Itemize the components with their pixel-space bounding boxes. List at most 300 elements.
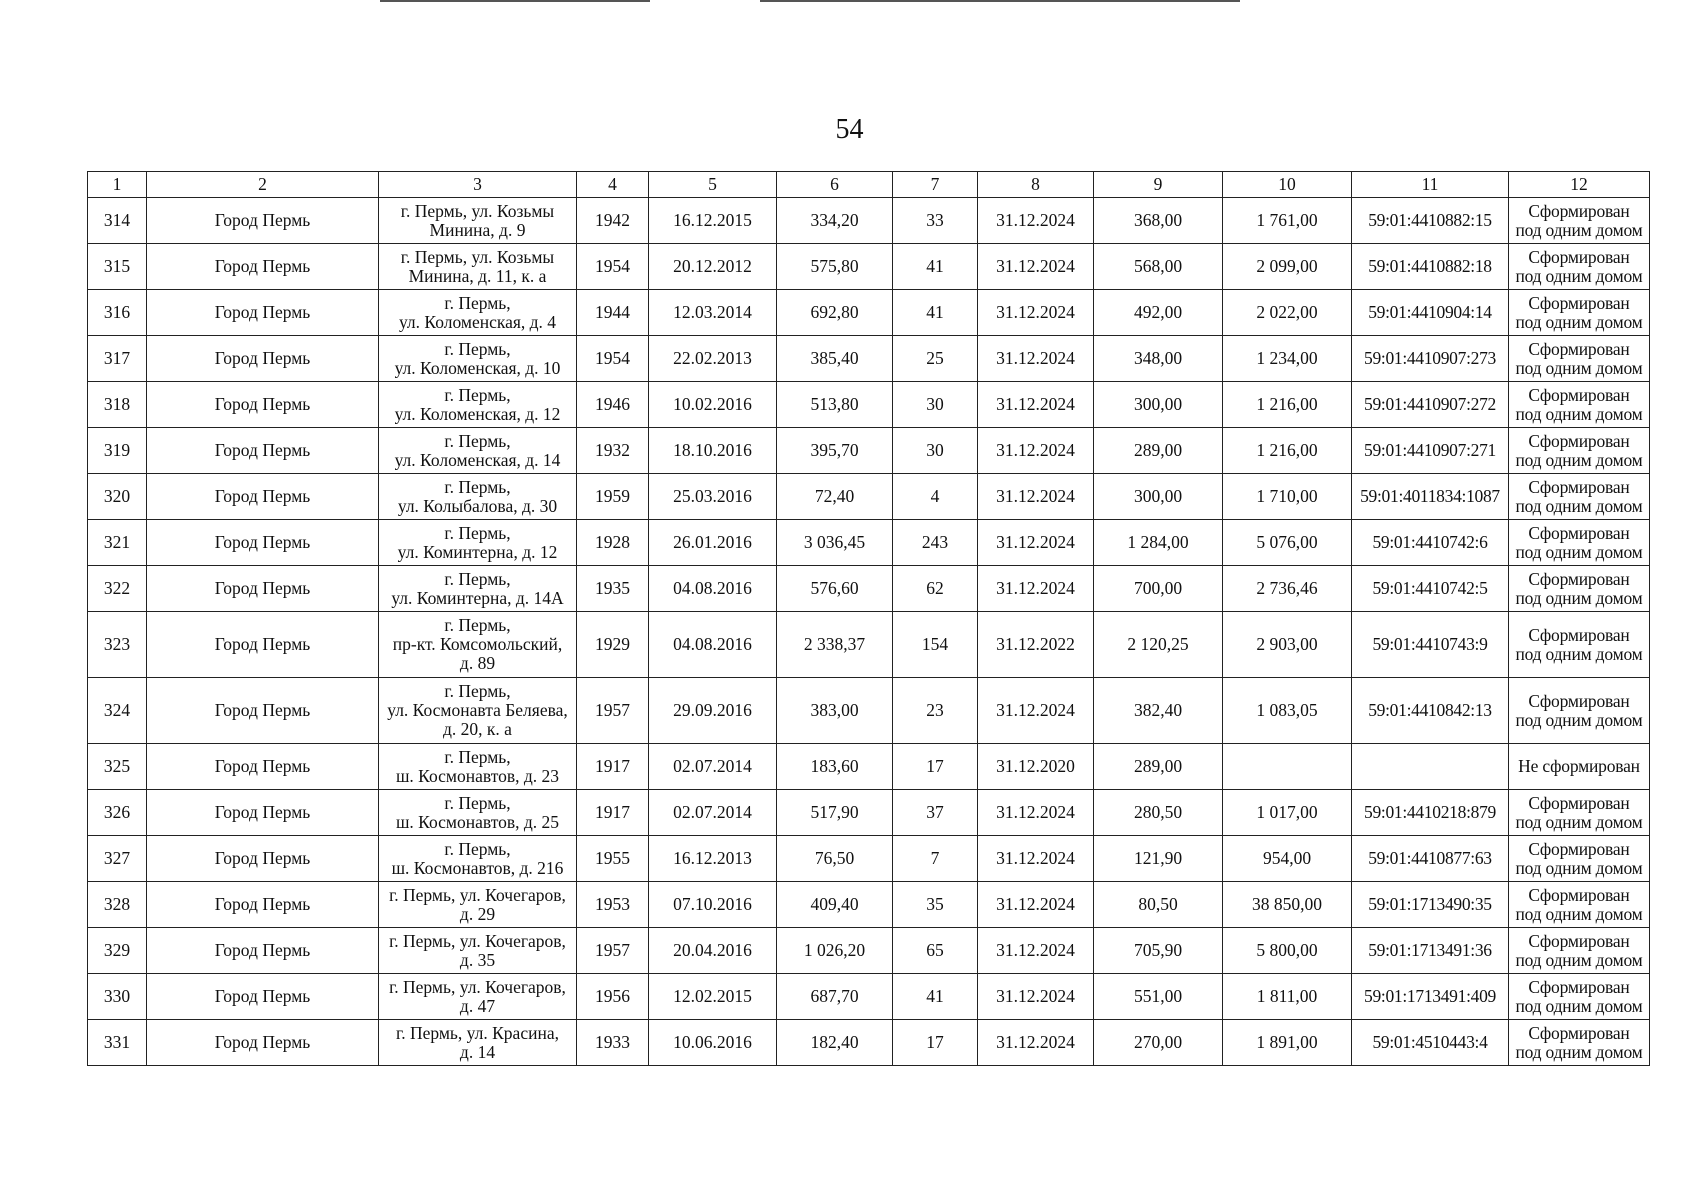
cadastral-number-cell: 59:01:4410742:6: [1352, 520, 1509, 566]
required-land-area-cell: 1 017,00: [1223, 790, 1352, 836]
resettlement-deadline-cell: 31.12.2024: [978, 882, 1094, 928]
year-built-cell: 1933: [577, 1020, 649, 1066]
residents-count-cell: 41: [893, 244, 978, 290]
living-area-cell: 385,40: [777, 336, 893, 382]
address-line: г. Пермь, ул. Козьмы: [400, 200, 555, 221]
status-line: под одним домом: [1515, 449, 1643, 470]
living-area-cell: 383,00: [777, 678, 893, 744]
land-area-cell: 1 284,00: [1094, 520, 1223, 566]
living-area-cell: 76,50: [777, 836, 893, 882]
address-line: г. Пермь,: [444, 476, 511, 497]
address-line: ул. Коминтерна, д. 12: [397, 541, 558, 562]
address-line: д. 47: [459, 995, 496, 1016]
land-plot-status-cell: [1509, 928, 1650, 974]
address-line: ул. Коломенская, д. 14: [394, 449, 561, 470]
address-line: г. Пермь,: [444, 792, 511, 813]
living-area-cell: 517,90: [777, 790, 893, 836]
required-land-area-cell: 954,00: [1223, 836, 1352, 882]
required-land-area-cell: 1 761,00: [1223, 198, 1352, 244]
table-row: [88, 382, 1650, 428]
survey-date-cell: 20.12.2012: [649, 244, 777, 290]
land-area-cell: 551,00: [1094, 974, 1223, 1020]
address-cell: [379, 244, 577, 290]
survey-date-cell: 26.01.2016: [649, 520, 777, 566]
address-line: г. Пермь, ул. Козьмы: [400, 246, 555, 267]
address-line: ш. Космонавтов, д. 25: [395, 811, 560, 832]
status-line: под одним домом: [1515, 311, 1643, 332]
required-land-area-cell: 5 076,00: [1223, 520, 1352, 566]
row-number: 317: [88, 336, 147, 382]
address-line: ул. Коломенская, д. 12: [394, 403, 561, 424]
year-built-cell: 1944: [577, 290, 649, 336]
municipality-cell: Город Пермь: [147, 244, 379, 290]
living-area-cell: 395,70: [777, 428, 893, 474]
required-land-area-cell: 1 083,05: [1223, 678, 1352, 744]
address-line: ш. Космонавтов, д. 23: [395, 765, 560, 786]
table-row: [88, 928, 1650, 974]
survey-date-cell: 25.03.2016: [649, 474, 777, 520]
table-row: [88, 336, 1650, 382]
residents-count-cell: 7: [893, 836, 978, 882]
cadastral-number-cell: 59:01:4410218:879: [1352, 790, 1509, 836]
land-area-cell: 700,00: [1094, 566, 1223, 612]
residents-count-cell: 37: [893, 790, 978, 836]
resettlement-deadline-cell: 31.12.2024: [978, 974, 1094, 1020]
land-area-cell: 568,00: [1094, 244, 1223, 290]
address-line: г. Пермь,: [444, 338, 511, 359]
land-area-cell: 289,00: [1094, 744, 1223, 790]
row-number: 329: [88, 928, 147, 974]
status-line: под одним домом: [1515, 811, 1643, 832]
address-cell: [379, 566, 577, 612]
land-area-cell: 2 120,25: [1094, 612, 1223, 678]
municipality-cell: Город Пермь: [147, 290, 379, 336]
address-line: г. Пермь,: [444, 838, 511, 859]
status-line: под одним домом: [1515, 265, 1643, 286]
survey-date-cell: 04.08.2016: [649, 566, 777, 612]
required-land-area-cell: 1 811,00: [1223, 974, 1352, 1020]
address-cell: [379, 744, 577, 790]
year-built-cell: 1956: [577, 974, 649, 1020]
land-plot-status-cell: [1509, 336, 1650, 382]
status-line: под одним домом: [1515, 495, 1643, 516]
status-line: Сформирован: [1528, 522, 1630, 543]
land-area-cell: 270,00: [1094, 1020, 1223, 1066]
year-built-cell: 1917: [577, 744, 649, 790]
year-built-cell: 1957: [577, 678, 649, 744]
cadastral-number-cell: 59:01:4410743:9: [1352, 612, 1509, 678]
cadastral-number-cell: [1352, 744, 1509, 790]
cadastral-number-cell: 59:01:1713490:35: [1352, 882, 1509, 928]
survey-date-cell: 02.07.2014: [649, 790, 777, 836]
living-area-cell: 576,60: [777, 566, 893, 612]
address-cell: [379, 382, 577, 428]
municipality-cell: Город Пермь: [147, 520, 379, 566]
row-number: 330: [88, 974, 147, 1020]
land-area-cell: 121,90: [1094, 836, 1223, 882]
row-number: 324: [88, 678, 147, 744]
cadastral-number-cell: 59:01:4011834:1087: [1352, 474, 1509, 520]
address-cell: [379, 882, 577, 928]
status-line: под одним домом: [1515, 403, 1643, 424]
land-area-cell: 348,00: [1094, 336, 1223, 382]
living-area-cell: 183,60: [777, 744, 893, 790]
required-land-area-cell: 1 710,00: [1223, 474, 1352, 520]
survey-date-cell: 20.04.2016: [649, 928, 777, 974]
land-plot-status-cell: [1509, 744, 1650, 790]
municipality-cell: Город Пермь: [147, 882, 379, 928]
residents-count-cell: 30: [893, 382, 978, 428]
cadastral-number-cell: 59:01:4410907:272: [1352, 382, 1509, 428]
required-land-area-cell: 1 234,00: [1223, 336, 1352, 382]
address-cell: [379, 474, 577, 520]
address-line: г. Пермь, ул. Кочегаров,: [389, 930, 566, 951]
land-plot-status-cell: [1509, 244, 1650, 290]
year-built-cell: 1954: [577, 244, 649, 290]
address-line: Минина, д. 9: [429, 219, 526, 240]
address-cell: [379, 336, 577, 382]
table-row: [88, 882, 1650, 928]
address-line: г. Пермь, ул. Красина,: [396, 1022, 559, 1043]
survey-date-cell: 12.02.2015: [649, 974, 777, 1020]
table-row: [88, 520, 1650, 566]
table-row: [88, 428, 1650, 474]
living-area-cell: 3 036,45: [777, 520, 893, 566]
land-plot-status-cell: [1509, 520, 1650, 566]
land-plot-status-cell: [1509, 836, 1650, 882]
status-line: под одним домом: [1515, 541, 1643, 562]
living-area-cell: 334,20: [777, 198, 893, 244]
required-land-area-cell: 2 099,00: [1223, 244, 1352, 290]
status-line: Сформирован: [1528, 792, 1630, 813]
status-line: Сформирован: [1528, 976, 1630, 997]
resettlement-deadline-cell: 31.12.2024: [978, 520, 1094, 566]
row-number: 328: [88, 882, 147, 928]
column-header: 5: [649, 172, 777, 198]
address-line: ш. Космонавтов, д. 216: [391, 857, 564, 878]
municipality-cell: Город Пермь: [147, 678, 379, 744]
resettlement-deadline-cell: 31.12.2024: [978, 382, 1094, 428]
address-line: г. Пермь,: [444, 430, 511, 451]
table-row: [88, 1020, 1650, 1066]
living-area-cell: 575,80: [777, 244, 893, 290]
survey-date-cell: 29.09.2016: [649, 678, 777, 744]
survey-date-cell: 10.06.2016: [649, 1020, 777, 1066]
address-cell: [379, 428, 577, 474]
column-header: 7: [893, 172, 978, 198]
survey-date-cell: 02.07.2014: [649, 744, 777, 790]
address-line: ул. Коминтерна, д. 14А: [391, 587, 564, 608]
land-area-cell: 492,00: [1094, 290, 1223, 336]
land-area-cell: 382,40: [1094, 678, 1223, 744]
row-number: 323: [88, 612, 147, 678]
table-row: [88, 678, 1650, 744]
resettlement-deadline-cell: 31.12.2024: [978, 1020, 1094, 1066]
table-body: [88, 198, 1650, 1066]
municipality-cell: Город Пермь: [147, 566, 379, 612]
land-plot-status-cell: [1509, 1020, 1650, 1066]
land-plot-status-cell: [1509, 428, 1650, 474]
year-built-cell: 1917: [577, 790, 649, 836]
row-number: 318: [88, 382, 147, 428]
column-header: 6: [777, 172, 893, 198]
table-row: [88, 612, 1650, 678]
resettlement-deadline-cell: 31.12.2020: [978, 744, 1094, 790]
row-number: 320: [88, 474, 147, 520]
living-area-cell: 2 338,37: [777, 612, 893, 678]
survey-date-cell: 18.10.2016: [649, 428, 777, 474]
resettlement-deadline-cell: 31.12.2022: [978, 612, 1094, 678]
land-plot-status-cell: [1509, 566, 1650, 612]
land-area-cell: 80,50: [1094, 882, 1223, 928]
column-header: 9: [1094, 172, 1223, 198]
status-line: под одним домом: [1515, 903, 1643, 924]
address-cell: [379, 290, 577, 336]
cadastral-number-cell: 59:01:4410842:13: [1352, 678, 1509, 744]
resettlement-deadline-cell: 31.12.2024: [978, 566, 1094, 612]
residents-count-cell: 17: [893, 744, 978, 790]
resettlement-deadline-cell: 31.12.2024: [978, 678, 1094, 744]
year-built-cell: 1928: [577, 520, 649, 566]
cadastral-number-cell: 59:01:4410904:14: [1352, 290, 1509, 336]
row-number: 319: [88, 428, 147, 474]
table-row: [88, 974, 1650, 1020]
row-number: 331: [88, 1020, 147, 1066]
year-built-cell: 1932: [577, 428, 649, 474]
row-number: 325: [88, 744, 147, 790]
required-land-area-cell: 2 903,00: [1223, 612, 1352, 678]
column-number-row: [88, 172, 1650, 198]
municipality-cell: Город Пермь: [147, 1020, 379, 1066]
land-plot-status-cell: [1509, 882, 1650, 928]
table-row: [88, 744, 1650, 790]
address-cell: [379, 836, 577, 882]
status-line: под одним домом: [1515, 709, 1643, 730]
address-line: д. 20, к. а: [443, 719, 512, 739]
year-built-cell: 1955: [577, 836, 649, 882]
address-cell: [379, 612, 577, 678]
land-plot-status-cell: [1509, 612, 1650, 678]
resettlement-deadline-cell: 31.12.2024: [978, 836, 1094, 882]
address-line: д. 14: [459, 1041, 496, 1062]
status-line: Сформирован: [1528, 384, 1630, 405]
resettlement-deadline-cell: 31.12.2024: [978, 428, 1094, 474]
residents-count-cell: 62: [893, 566, 978, 612]
required-land-area-cell: 2 022,00: [1223, 290, 1352, 336]
cadastral-number-cell: 59:01:4410877:63: [1352, 836, 1509, 882]
municipality-cell: Город Пермь: [147, 790, 379, 836]
status-line: Не сформирован: [1518, 756, 1640, 776]
address-line: г. Пермь,: [444, 292, 511, 313]
address-cell: [379, 520, 577, 566]
resettlement-deadline-cell: 31.12.2024: [978, 198, 1094, 244]
land-area-cell: 300,00: [1094, 382, 1223, 428]
living-area-cell: 72,40: [777, 474, 893, 520]
status-line: под одним домом: [1515, 857, 1643, 878]
status-line: Сформирован: [1528, 1022, 1630, 1043]
address-line: ул. Колыбалова, д. 30: [397, 495, 558, 516]
land-area-cell: 289,00: [1094, 428, 1223, 474]
row-number: 326: [88, 790, 147, 836]
required-land-area-cell: 1 891,00: [1223, 1020, 1352, 1066]
land-plot-status-cell: [1509, 790, 1650, 836]
residents-count-cell: 65: [893, 928, 978, 974]
address-line: д. 35: [459, 949, 496, 970]
status-line: Сформирован: [1528, 838, 1630, 859]
residents-count-cell: 4: [893, 474, 978, 520]
address-line: д. 89: [459, 653, 496, 673]
table-row: [88, 198, 1650, 244]
land-area-cell: 280,50: [1094, 790, 1223, 836]
housing-registry-table: [87, 171, 1650, 1066]
year-built-cell: 1953: [577, 882, 649, 928]
municipality-cell: Город Пермь: [147, 474, 379, 520]
land-area-cell: 368,00: [1094, 198, 1223, 244]
status-line: Сформирован: [1528, 200, 1630, 221]
table-row: [88, 566, 1650, 612]
address-line: Минина, д. 11, к. а: [408, 265, 547, 286]
status-line: под одним домом: [1515, 1041, 1643, 1062]
status-line: Сформирован: [1528, 430, 1630, 451]
column-header: 10: [1223, 172, 1352, 198]
address-line: ул. Коломенская, д. 10: [394, 357, 561, 378]
residents-count-cell: 30: [893, 428, 978, 474]
required-land-area-cell: 1 216,00: [1223, 382, 1352, 428]
status-line: Сформирован: [1528, 338, 1630, 359]
required-land-area-cell: 1 216,00: [1223, 428, 1352, 474]
table-row: [88, 836, 1650, 882]
table-row: [88, 244, 1650, 290]
address-line: г. Пермь,: [444, 681, 511, 701]
land-plot-status-cell: [1509, 974, 1650, 1020]
table-row: [88, 474, 1650, 520]
row-number: 327: [88, 836, 147, 882]
cadastral-number-cell: 59:01:4410742:5: [1352, 566, 1509, 612]
table-row: [88, 790, 1650, 836]
cadastral-number-cell: 59:01:4410907:273: [1352, 336, 1509, 382]
required-land-area-cell: [1223, 744, 1352, 790]
municipality-cell: Город Пермь: [147, 336, 379, 382]
survey-date-cell: 07.10.2016: [649, 882, 777, 928]
cadastral-number-cell: 59:01:1713491:36: [1352, 928, 1509, 974]
address-cell: [379, 790, 577, 836]
status-line: Сформирован: [1528, 476, 1630, 497]
status-line: Сформирован: [1528, 292, 1630, 313]
residents-count-cell: 23: [893, 678, 978, 744]
living-area-cell: 687,70: [777, 974, 893, 1020]
survey-date-cell: 10.02.2016: [649, 382, 777, 428]
row-number: 316: [88, 290, 147, 336]
resettlement-deadline-cell: 31.12.2024: [978, 336, 1094, 382]
living-area-cell: 409,40: [777, 882, 893, 928]
status-line: под одним домом: [1515, 219, 1643, 240]
year-built-cell: 1957: [577, 928, 649, 974]
municipality-cell: Город Пермь: [147, 428, 379, 474]
year-built-cell: 1935: [577, 566, 649, 612]
residents-count-cell: 41: [893, 290, 978, 336]
municipality-cell: Город Пермь: [147, 974, 379, 1020]
column-header: 11: [1352, 172, 1509, 198]
status-line: Сформирован: [1528, 930, 1630, 951]
resettlement-deadline-cell: 31.12.2024: [978, 928, 1094, 974]
residents-count-cell: 17: [893, 1020, 978, 1066]
address-line: г. Пермь, ул. Кочегаров,: [389, 884, 566, 905]
column-header: 4: [577, 172, 649, 198]
status-line: под одним домом: [1515, 995, 1643, 1016]
resettlement-deadline-cell: 31.12.2024: [978, 790, 1094, 836]
year-built-cell: 1942: [577, 198, 649, 244]
address-cell: [379, 678, 577, 744]
residents-count-cell: 243: [893, 520, 978, 566]
row-number: 315: [88, 244, 147, 290]
address-line: г. Пермь,: [444, 384, 511, 405]
status-line: под одним домом: [1515, 949, 1643, 970]
land-plot-status-cell: [1509, 290, 1650, 336]
living-area-cell: 513,80: [777, 382, 893, 428]
row-number: 321: [88, 520, 147, 566]
address-line: ул. Космонавта Беляева,: [387, 700, 568, 720]
survey-date-cell: 16.12.2015: [649, 198, 777, 244]
municipality-cell: Город Пермь: [147, 198, 379, 244]
address-cell: [379, 1020, 577, 1066]
address-line: г. Пермь,: [444, 615, 511, 635]
required-land-area-cell: 5 800,00: [1223, 928, 1352, 974]
land-area-cell: 300,00: [1094, 474, 1223, 520]
column-header: 1: [88, 172, 147, 198]
year-built-cell: 1954: [577, 336, 649, 382]
status-line: Сформирован: [1528, 246, 1630, 267]
year-built-cell: 1959: [577, 474, 649, 520]
address-line: г. Пермь, ул. Кочегаров,: [389, 976, 566, 997]
row-number: 314: [88, 198, 147, 244]
land-plot-status-cell: [1509, 474, 1650, 520]
status-line: Сформирован: [1528, 624, 1630, 645]
survey-date-cell: 22.02.2013: [649, 336, 777, 382]
status-line: под одним домом: [1515, 587, 1643, 608]
municipality-cell: Город Пермь: [147, 382, 379, 428]
resettlement-deadline-cell: 31.12.2024: [978, 290, 1094, 336]
resettlement-deadline-cell: 31.12.2024: [978, 244, 1094, 290]
year-built-cell: 1929: [577, 612, 649, 678]
cadastral-number-cell: 59:01:4410882:18: [1352, 244, 1509, 290]
residents-count-cell: 154: [893, 612, 978, 678]
municipality-cell: Город Пермь: [147, 928, 379, 974]
survey-date-cell: 04.08.2016: [649, 612, 777, 678]
address-line: г. Пермь,: [444, 568, 511, 589]
survey-date-cell: 16.12.2013: [649, 836, 777, 882]
residents-count-cell: 25: [893, 336, 978, 382]
page-number: 54: [835, 114, 864, 145]
municipality-cell: Город Пермь: [147, 612, 379, 678]
column-header: 3: [379, 172, 577, 198]
municipality-cell: Город Пермь: [147, 744, 379, 790]
survey-date-cell: 12.03.2014: [649, 290, 777, 336]
address-line: г. Пермь,: [444, 522, 511, 543]
column-header: 12: [1509, 172, 1650, 198]
required-land-area-cell: 2 736,46: [1223, 566, 1352, 612]
status-line: Сформирован: [1528, 884, 1630, 905]
living-area-cell: 1 026,20: [777, 928, 893, 974]
status-line: под одним домом: [1515, 643, 1643, 664]
status-line: под одним домом: [1515, 357, 1643, 378]
living-area-cell: 182,40: [777, 1020, 893, 1066]
address-line: пр-кт. Комсомольский,: [392, 634, 563, 654]
cadastral-number-cell: 59:01:4410882:15: [1352, 198, 1509, 244]
cadastral-number-cell: 59:01:4410907:271: [1352, 428, 1509, 474]
land-plot-status-cell: [1509, 678, 1650, 744]
address-cell: [379, 198, 577, 244]
status-line: Сформирован: [1528, 690, 1630, 711]
